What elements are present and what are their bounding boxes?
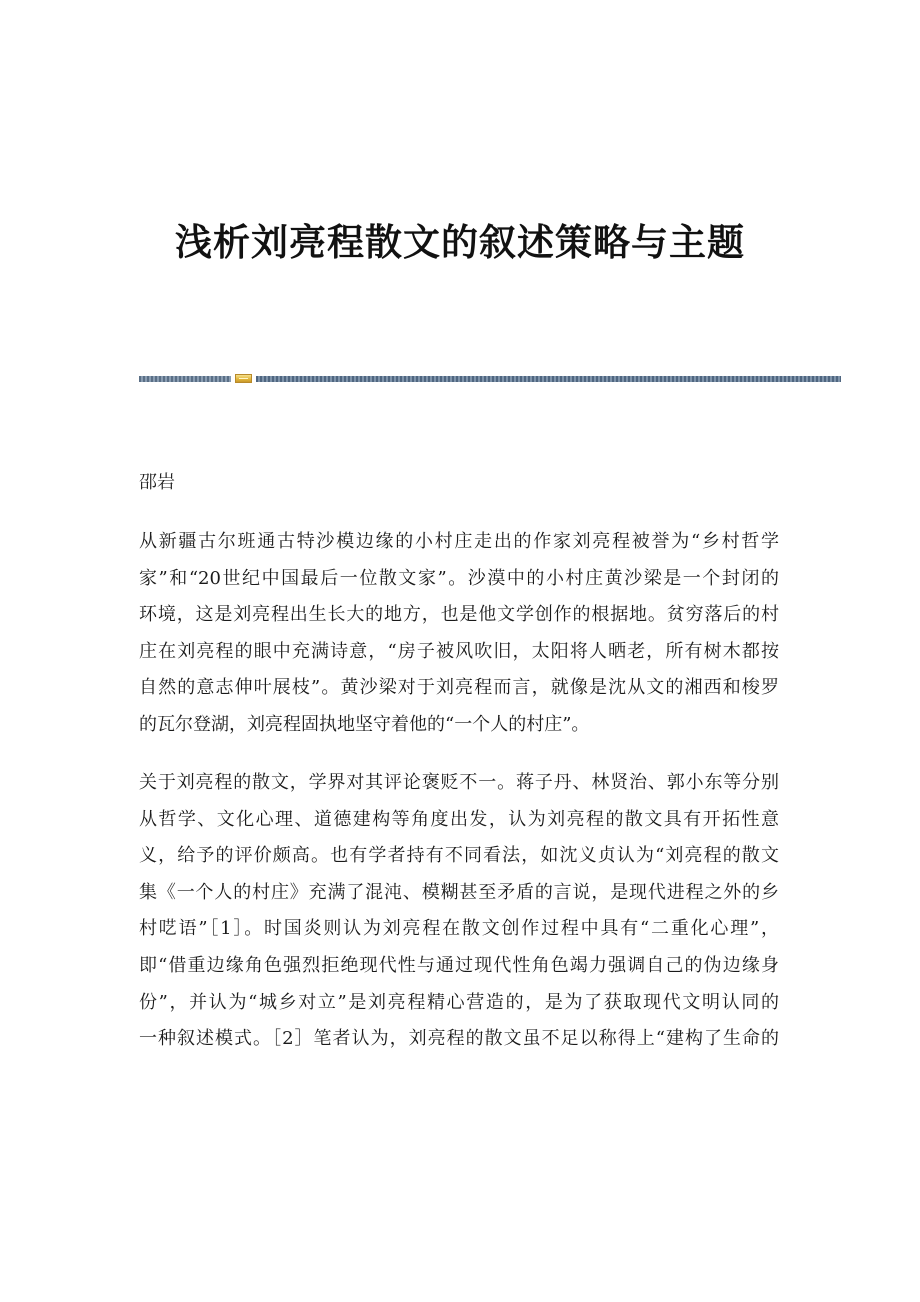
paragraph-line: 家”和“20世纪中国最后一位散文家”。沙漠中的小村庄黄沙梁是一个封闭的 <box>139 567 779 589</box>
divider-left-bar <box>139 376 231 382</box>
author-name: 邵岩 <box>139 472 175 493</box>
divider-right-bar <box>256 376 841 382</box>
paragraph-line: 环境，这是刘亮程出生长大的地方，也是他文学创作的根据地。贫穷落后的村 <box>139 604 779 626</box>
paragraph-line: 即“借重边缘角色强烈拒绝现代性与通过现代性角色竭力强调自己的伪边缘身 <box>139 954 779 976</box>
paragraph-line: 的瓦尔登湖，刘亮程固执地坚守着他的“一个人的村庄”。 <box>139 713 590 735</box>
paragraph-line: 关于刘亮程的散文，学界对其评论褒贬不一。蒋子丹、林贤治、郭小东等分别 <box>139 772 779 793</box>
body-paragraph-2 <box>139 765 779 1058</box>
document-title: 浅析刘亮程散文的叙述策略与主题 <box>175 220 745 264</box>
paragraph-line: 从新疆古尔班通古特沙模边缘的小村庄走出的作家刘亮程被誉为“乡村哲学 <box>139 531 779 552</box>
body-paragraph-1 <box>139 524 779 744</box>
paragraph-line: 自然的意志伸叶展枝”。黄沙梁对于刘亮程而言，就像是沈从文的湘西和梭罗 <box>139 677 779 699</box>
paragraph-line: 庄在刘亮程的眼中充满诗意，“房子被风吹旧，太阳将人晒老，所有树木都按 <box>139 640 779 662</box>
divider-ornament-icon <box>235 374 252 383</box>
paragraph-line: 义，给予的评价颇高。也有学者持有不同看法，如沈义贞认为“刘亮程的散文 <box>139 845 779 867</box>
paragraph-line: 从哲学、文化心理、道德建构等角度出发，认为刘亮程的散文具有开拓性意 <box>139 808 779 830</box>
paragraph-line: 一种叙述模式。［2］笔者认为，刘亮程的散文虽不足以称得上“建构了生命的 <box>139 1028 779 1050</box>
title-divider <box>139 374 841 383</box>
paragraph-line: 份”，并认为“城乡对立”是刘亮程精心营造的，是为了获取现代文明认同的 <box>139 991 779 1013</box>
paragraph-line: 村呓语”［1］。时国炎则认为刘亮程在散文创作过程中具有“二重化心理”， <box>139 918 779 940</box>
paragraph-line: 集《一个人的村庄》充满了混沌、模糊甚至矛盾的言说，是现代进程之外的乡 <box>139 881 779 903</box>
